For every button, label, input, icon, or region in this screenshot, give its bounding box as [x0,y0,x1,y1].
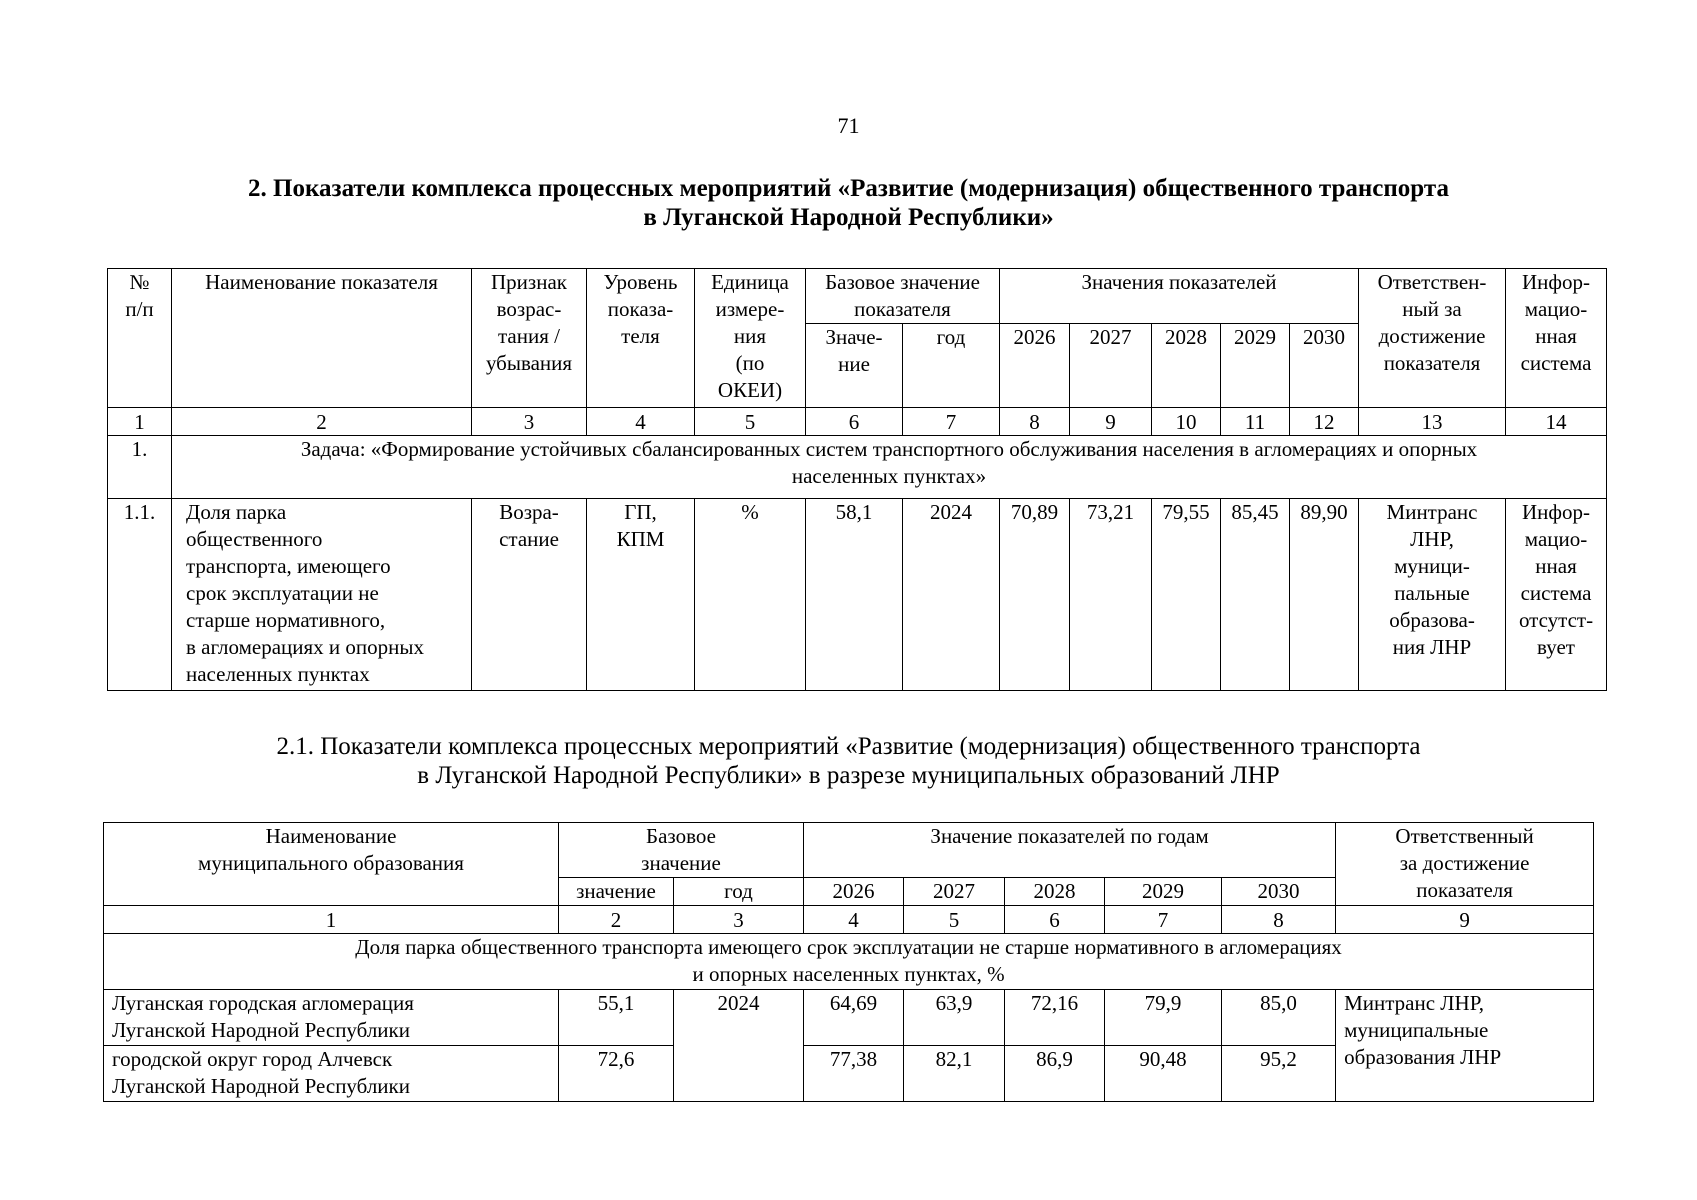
row-number: 1.1. [108,499,172,691]
column-number: 5 [695,408,806,436]
column-number: 7 [903,408,1000,436]
header-municipality: Наименование муниципального образования [104,823,559,906]
column-number: 12 [1290,408,1359,436]
value-2027: 63,9 [904,990,1005,1046]
municipality-name: Луганская городская агломерация Луганской Народной Республики [104,990,559,1046]
header-responsible: Ответствен- ный за достижение показателя [1359,269,1506,408]
indicator-info-system: Инфор- мацио- нная система отсутст- вует [1506,499,1607,691]
value-2029: 90,48 [1105,1046,1222,1102]
indicator-value-2028: 79,55 [1152,499,1221,691]
indicator-responsible: Минтранс ЛНР, муници- пальные образова- ния ЛНР [1359,499,1506,691]
header-values: Значения показателей [1000,269,1359,324]
section-2-title-line-2: в Луганской Народной Республики» [643,204,1054,231]
base-value: 55,1 [559,990,674,1046]
column-number: 13 [1359,408,1506,436]
column-number: 11 [1221,408,1290,436]
header-base: Базовое значение показателя [806,269,1000,324]
value-2026: 77,38 [804,1046,904,1102]
header-name: Наименование показателя [172,269,472,408]
header-responsible: Ответственный за достижение показателя [1336,823,1594,906]
header-base-year: год [903,324,1000,408]
header-year-2027: 2027 [904,878,1005,906]
value-2026: 64,69 [804,990,904,1046]
task-number: 1. [108,436,172,499]
column-number: 1 [104,906,559,934]
column-number: 1 [108,408,172,436]
column-number: 8 [1000,408,1070,436]
column-number: 9 [1070,408,1152,436]
header-values-by-year: Значение показателей по годам [804,823,1336,878]
section-2-title-line-1: 2. Показатели комплекса процессных мероприятий «Развитие (модернизация) общественного транспорта [248,175,1449,202]
header-year-2029: 2029 [1221,324,1290,408]
indicator-trend: Возра- стание [472,499,587,691]
header-unit: Единица измере- ния (по ОКЕИ) [695,269,806,408]
indicator-name: Доля парка общественного транспорта, имеющего срок эксплуатации не старше нормативного, в агломерациях и опорных населенных пунктах [172,499,472,691]
responsible: Минтранс ЛНР, муниципальные образования ЛНР [1336,990,1594,1102]
indicator-title: Доля парка общественного транспорта имеющего срок эксплуатации не старше нормативного в агломерациях и опорных населенных пунктах, % [104,934,1594,990]
header-level: Уровень показа- теля [587,269,695,408]
header-year-2026: 2026 [804,878,904,906]
indicator-value-2026: 70,89 [1000,499,1070,691]
column-number: 8 [1222,906,1336,934]
indicator-level: ГП, КПМ [587,499,695,691]
page-number: 71 [837,113,860,138]
column-number: 5 [904,906,1005,934]
indicator-value-2029: 85,45 [1221,499,1290,691]
column-number: 4 [587,408,695,436]
header-year-2030: 2030 [1222,878,1336,906]
column-number: 3 [674,906,804,934]
indicators-table [107,268,1607,691]
column-number: 2 [172,408,472,436]
value-2028: 86,9 [1005,1046,1105,1102]
value-2028: 72,16 [1005,990,1105,1046]
value-2027: 82,1 [904,1046,1005,1102]
section-2-1-title-line-1: 2.1. Показатели комплекса процессных мероприятий «Развитие (модернизация) общественного транспорта [276,733,1421,760]
header-base-year: год [674,878,804,906]
municipal-indicators-table [103,822,1594,1102]
header-year-2027: 2027 [1070,324,1152,408]
section-2-1-title-line-2: в Луганской Народной Республики» в разрезе муниципальных образований ЛНР [417,762,1280,789]
header-year-2030: 2030 [1290,324,1359,408]
indicator-value-2030: 89,90 [1290,499,1359,691]
header-year-2026: 2026 [1000,324,1070,408]
header-year-2028: 2028 [1005,878,1105,906]
column-number: 14 [1506,408,1607,436]
column-number: 7 [1105,906,1222,934]
column-number: 6 [1005,906,1105,934]
indicator-base-year: 2024 [903,499,1000,691]
base-value: 72,6 [559,1046,674,1102]
column-number: 9 [1336,906,1594,934]
section-2-title [100,174,1597,232]
base-year: 2024 [674,990,804,1102]
header-num: № п/п [108,269,172,408]
column-number: 3 [472,408,587,436]
indicator-base-value: 58,1 [806,499,903,691]
column-number: 4 [804,906,904,934]
header-base: Базовое значение [559,823,804,878]
header-year-2028: 2028 [1152,324,1221,408]
header-info-system: Инфор- мацио- нная система [1506,269,1607,408]
value-2029: 79,9 [1105,990,1222,1046]
value-2030: 85,0 [1222,990,1336,1046]
value-2030: 95,2 [1222,1046,1336,1102]
header-base-value: значение [559,878,674,906]
header-base-value: Значе- ние [806,324,903,408]
task-text: Задача: «Формирование устойчивых сбалансированных систем транспортного обслуживания населения в агломерациях и опорных населенных пунктах» [172,436,1607,499]
header-year-2029: 2029 [1105,878,1222,906]
column-number: 10 [1152,408,1221,436]
column-number: 2 [559,906,674,934]
section-2-1-title [100,732,1597,790]
municipality-name: городской округ город Алчевск Луганской Народной Республики [104,1046,559,1102]
indicator-unit: % [695,499,806,691]
header-trend: Признак возрас- тания / убывания [472,269,587,408]
column-number: 6 [806,408,903,436]
indicator-value-2027: 73,21 [1070,499,1152,691]
